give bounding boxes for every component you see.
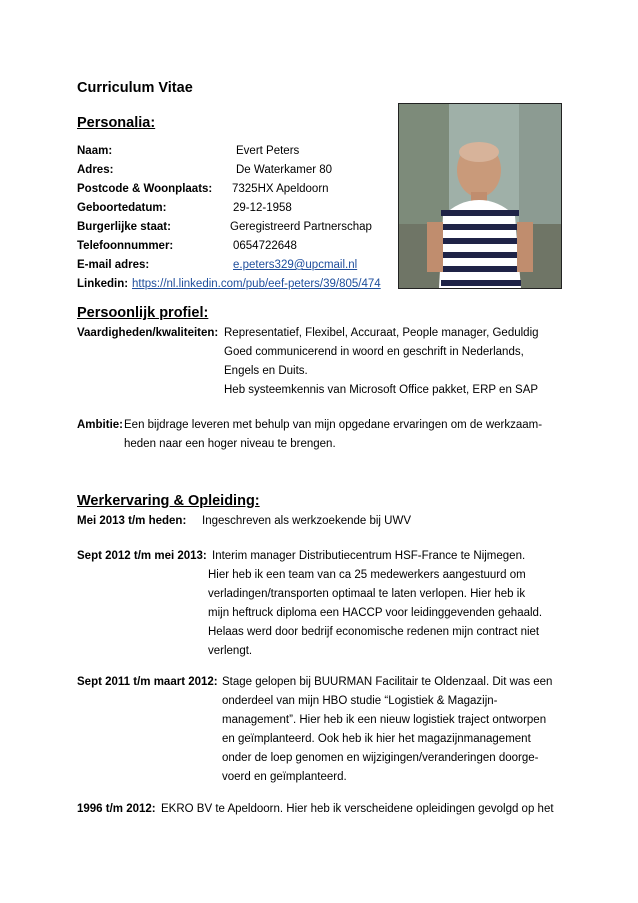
label-burgerlijke-staat: Burgerlijke staat: (77, 221, 171, 233)
entry-line: onder de loep genomen en wijzigingen/veranderingen doorge- (222, 752, 539, 764)
label-email: E-mail adres: (77, 259, 150, 271)
label-naam: Naam: (77, 145, 113, 157)
value-telefoonnummer: 0654722648 (233, 240, 297, 252)
entry-line: onderdeel van mijn HBO studie “Logistiek & Magazijn- (222, 695, 498, 707)
entry-line: verlengt. (208, 645, 253, 657)
label-linkedin: Linkedin: (77, 278, 129, 290)
entry-line: Hier heb ik een team van ca 25 medewerkers aangestuurd om (208, 569, 526, 581)
profile-photo (398, 103, 562, 289)
label-adres: Adres: (77, 164, 114, 176)
skills-line: Heb systeemkennis van Microsoft Office pakket, ERP en SAP (224, 384, 539, 396)
entry-line: Helaas werd door bedrijf economische redenen mijn contract niet (208, 626, 540, 638)
entry-label: Sept 2011 t/m maart 2012: (77, 676, 218, 688)
entry-line: mijn heftruck diploma een HACCP voor leidinggevenden gehaald. (208, 607, 543, 619)
linkedin-link[interactable]: https://nl.linkedin.com/pub/eef-peters/39/805/474 (132, 278, 381, 290)
entry-line: en geïmplanteerd. Ook heb ik hier het magazijnmanagement (222, 733, 531, 745)
entry-line: Ingeschreven als werkzoekende bij UWV (202, 515, 412, 527)
entry-line: Interim manager Distributiecentrum HSF-France te Nijmegen. (212, 550, 526, 562)
profile-photo-illustration (399, 104, 561, 288)
entry-label: 1996 t/m 2012: (77, 803, 156, 815)
value-geboortedatum: 29-12-1958 (233, 202, 292, 214)
email-link[interactable]: e.peters329@upcmail.nl (233, 259, 358, 271)
entry-label: Sept 2012 t/m mei 2013: (77, 550, 207, 562)
skills-line: Engels en Duits. (224, 365, 308, 377)
ambitie-line: Een bijdrage leveren met behulp van mijn opgedane ervaringen om de werkzaam- (124, 419, 543, 431)
label-geboortedatum: Geboortedatum: (77, 202, 167, 214)
label-vaardigheden: Vaardigheden/kwaliteiten: (77, 327, 219, 339)
value-postcode: 7325HX Apeldoorn (232, 183, 329, 195)
skills-line: Representatief, Flexibel, Accuraat, People manager, Geduldig (224, 327, 539, 339)
entry-label: Mei 2013 t/m heden: (77, 515, 187, 527)
entry-line: management”. Hier heb ik een nieuw logistiek traject ontworpen (222, 714, 547, 726)
ambitie-line: heden naar een hoger niveau te brengen. (124, 438, 336, 450)
entry-line: Stage gelopen bij BUURMAN Facilitair te Oldenzaal. Dit was een (222, 676, 553, 688)
entry-line: EKRO BV te Apeldoorn. Hier heb ik verscheidene opleidingen gevolgd op het (161, 803, 554, 815)
value-adres: De Waterkamer 80 (236, 164, 333, 176)
label-postcode: Postcode & Woonplaats: (77, 183, 213, 195)
section-heading-werkervaring: Werkervaring & Opleiding: (77, 493, 260, 509)
entry-line: voerd en geïmplanteerd. (222, 771, 347, 783)
skills-line: Goed communicerend in woord en geschrift in Nederlands, (224, 346, 524, 358)
entry-line: verladingen/transporten optimaal te laten verlopen. Hier heb ik (208, 588, 526, 600)
value-naam: Evert Peters (236, 145, 300, 157)
page-title: Curriculum Vitae (77, 80, 193, 96)
section-heading-personalia: Personalia: (77, 115, 156, 131)
value-burgerlijke-staat: Geregistreerd Partnerschap (230, 221, 372, 233)
section-heading-profiel: Persoonlijk profiel: (77, 305, 209, 321)
label-telefoonnummer: Telefoonnummer: (77, 240, 174, 252)
label-ambitie: Ambitie: (77, 419, 123, 431)
